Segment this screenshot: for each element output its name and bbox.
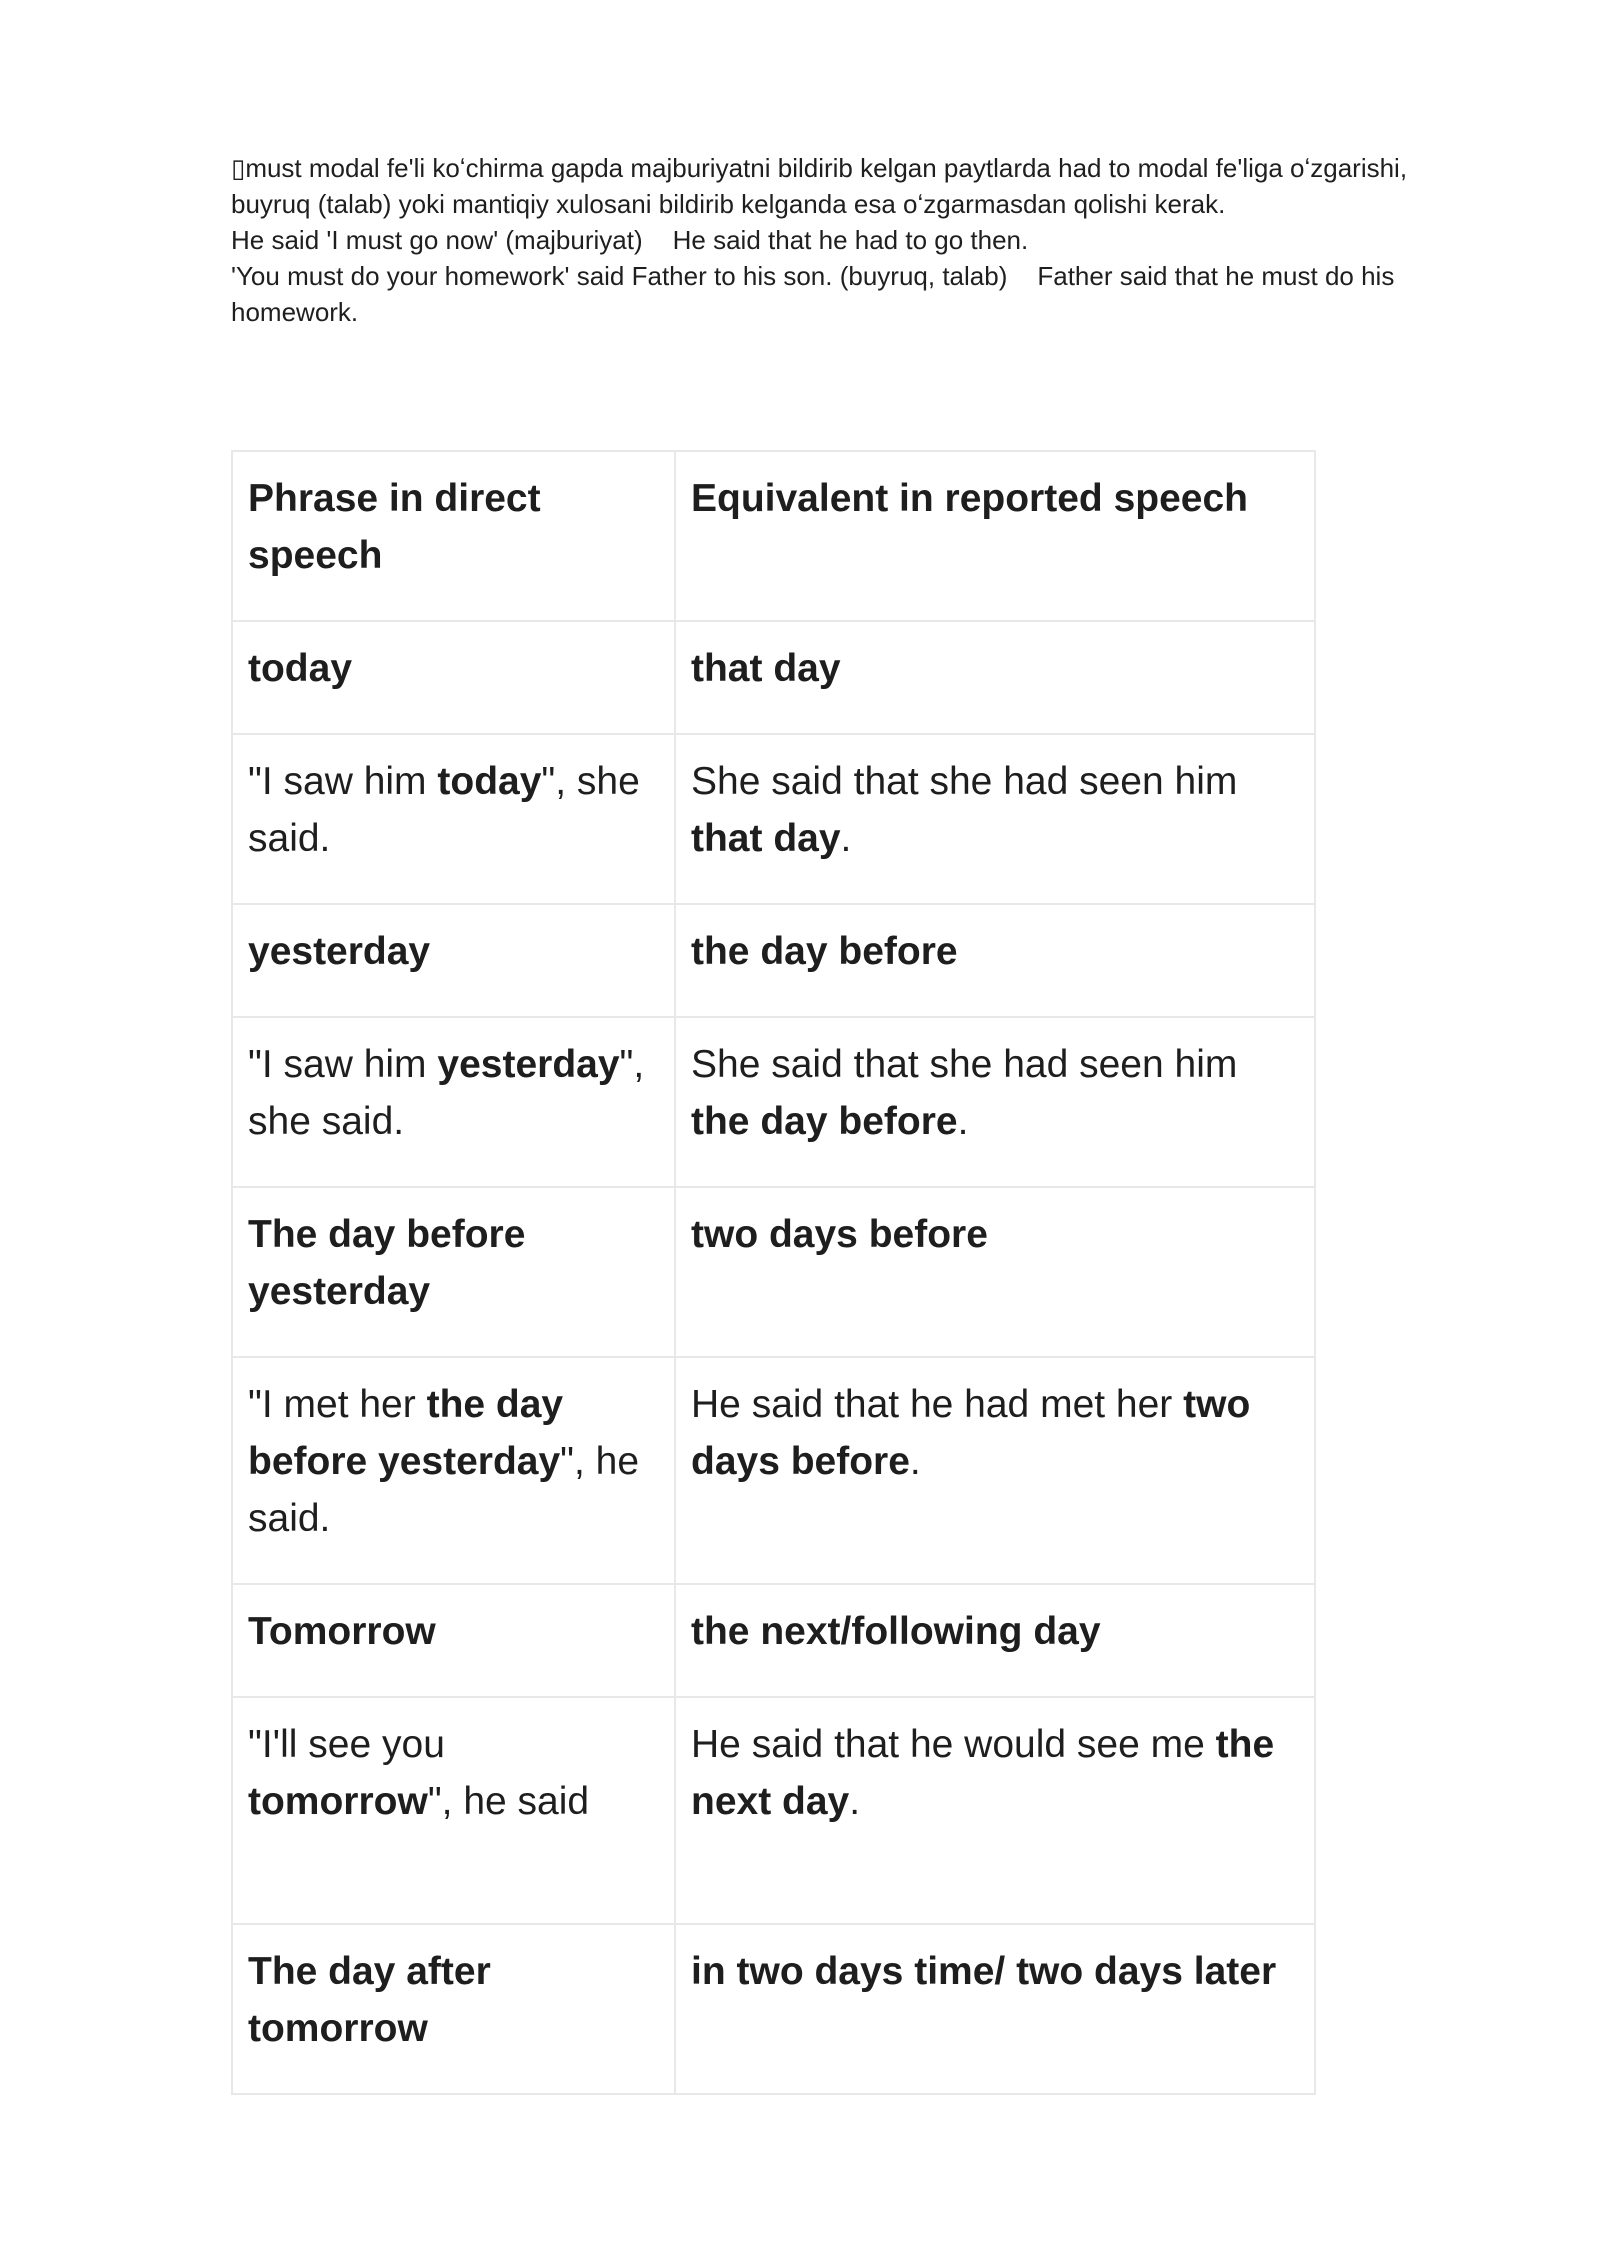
- reported-phrase: in two days time/ two days later: [675, 1924, 1315, 2094]
- reported-phrase: the next/following day: [675, 1584, 1315, 1697]
- example-2: 'You must do your homework' said Father to his son. (buyruq, talab) Father said that he must do his: [231, 261, 1395, 291]
- intro-line-2: buyruq (talab) yoki mantiqiy xulosani bildirib kelganda esa oʻzgarmasdan qolishi kerak.: [231, 189, 1226, 219]
- table-row: [232, 904, 1315, 1017]
- reported-phrase: the day before: [675, 904, 1315, 1017]
- table-header-row: [232, 451, 1315, 621]
- missing-glyph-mark: ▯: [231, 153, 246, 183]
- table-row: [232, 734, 1315, 904]
- intro-line-1: ▯must modal fe'li koʻchirma gapda majburiyatni bildirib kelgan paytlarda had to modal fe'liga oʻzgarishi,: [231, 153, 1408, 183]
- table-row: [232, 1584, 1315, 1697]
- table-row: [232, 1697, 1315, 1924]
- direct-phrase: yesterday: [232, 904, 675, 1017]
- table-row: [232, 1017, 1315, 1187]
- header-reported-speech: Equivalent in reported speech: [675, 451, 1315, 621]
- direct-example: "I saw him today", she said.: [232, 734, 675, 904]
- table-row: [232, 621, 1315, 734]
- reported-example: He said that he had met her two days before.: [675, 1357, 1315, 1584]
- direct-phrase: The day after tomorrow: [232, 1924, 675, 2094]
- intro-text: [231, 150, 1491, 330]
- reported-example: She said that she had seen him that day.: [675, 734, 1315, 904]
- header-direct-speech: Phrase in direct speech: [232, 451, 675, 621]
- direct-phrase: today: [232, 621, 675, 734]
- table-row: [232, 1187, 1315, 1357]
- direct-phrase: The day before yesterday: [232, 1187, 675, 1357]
- reported-speech-table: [231, 450, 1316, 2095]
- example-1: He said 'I must go now' (majburiyat) He said that he had to go then.: [231, 225, 1029, 255]
- reported-example: He said that he would see me the next day.: [675, 1697, 1315, 1924]
- direct-phrase: Tomorrow: [232, 1584, 675, 1697]
- reported-phrase: two days before: [675, 1187, 1315, 1357]
- speech-table-wrapper: [231, 450, 1316, 2095]
- table-row: [232, 1357, 1315, 1584]
- direct-example: "I'll see you tomorrow", he said: [232, 1697, 675, 1924]
- direct-example: "I met her the day before yesterday", he said.: [232, 1357, 675, 1584]
- direct-example: "I saw him yesterday", she said.: [232, 1017, 675, 1187]
- reported-example: She said that she had seen him the day before.: [675, 1017, 1315, 1187]
- table-row: [232, 1924, 1315, 2094]
- example-2-continued: homework.: [231, 297, 359, 327]
- reported-phrase: that day: [675, 621, 1315, 734]
